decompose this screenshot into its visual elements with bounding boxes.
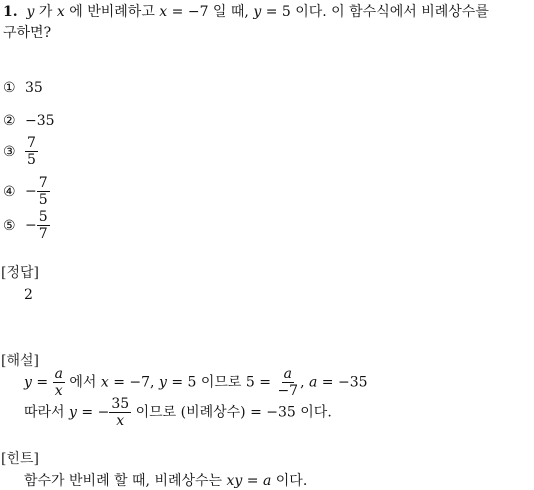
- choice-text: −35: [25, 113, 55, 129]
- math-var-y: y: [26, 4, 35, 20]
- fraction: [25, 136, 38, 167]
- fraction-denominator: x: [54, 383, 63, 399]
- choice-mark: ⑤: [3, 217, 16, 234]
- fraction-numerator: a: [283, 366, 292, 382]
- fraction-denominator: x: [116, 413, 125, 429]
- math-text: = −: [76, 404, 110, 421]
- choice-mark: ③: [3, 143, 16, 160]
- math-var-a: a: [308, 374, 318, 391]
- explanation-line-1: [24, 367, 368, 398]
- fraction-denominator: −7: [277, 383, 299, 399]
- math-var-xy: xy: [226, 473, 243, 489]
- explanation-text: ,: [300, 374, 309, 391]
- minus-sign: −: [25, 217, 37, 234]
- choice-mark: ④: [3, 183, 16, 200]
- question-line-2: 구하면?: [3, 25, 52, 41]
- question-text: = −7 일 때,: [167, 4, 254, 20]
- question-text: 에 반비례하고: [64, 4, 160, 20]
- fraction-numerator: 35: [111, 396, 130, 412]
- math-var-y: y: [24, 374, 32, 391]
- question-text: = 5 이다. 이 함수식에서 비례상수를: [261, 4, 489, 20]
- math-var-y: y: [253, 4, 262, 20]
- math-var-x: x: [100, 374, 109, 391]
- math-text: =: [242, 473, 263, 489]
- fraction-numerator: 7: [38, 175, 48, 191]
- explanation-text: = −35: [317, 374, 368, 391]
- explanation-text: 에서: [64, 374, 101, 391]
- math-var-y: y: [158, 374, 167, 391]
- choice-4[interactable]: [3, 176, 50, 207]
- fraction-denominator: 5: [38, 192, 48, 208]
- choice-5[interactable]: [3, 210, 50, 241]
- question-line-1: [3, 1, 489, 21]
- math-var-a: a: [262, 473, 272, 489]
- question-text: 가: [34, 4, 57, 20]
- choice-2[interactable]: [3, 113, 55, 129]
- fraction-denominator: 7: [38, 226, 48, 242]
- answer-label: [정답]: [1, 265, 39, 281]
- fraction-denominator: 5: [27, 152, 36, 168]
- minus-sign: −: [25, 183, 37, 200]
- hint-text: 함수가 반비례 할 때, 비례상수는: [24, 473, 227, 489]
- choice-mark: ②: [3, 113, 16, 129]
- choice-3[interactable]: [3, 136, 38, 167]
- fraction-numerator: 7: [27, 135, 36, 151]
- hint-label: [힌트]: [1, 451, 39, 467]
- math-var-x: x: [56, 4, 65, 20]
- hint-text: 이다.: [271, 473, 308, 489]
- fraction: [275, 367, 300, 398]
- explanation-text: 이므로 (비례상수) = −35 이다.: [131, 404, 332, 421]
- fraction-numerator: a: [54, 366, 63, 382]
- choice-1[interactable]: [3, 80, 43, 96]
- hint-line: [24, 470, 307, 490]
- fraction: [53, 367, 65, 398]
- explanation-text: = 5 이므로 5 =: [166, 374, 276, 391]
- explanation-text: 따라서: [24, 404, 70, 421]
- choice-mark: ①: [3, 80, 16, 96]
- math-var-x: x: [159, 4, 168, 20]
- explanation-line-2: [24, 397, 332, 428]
- choice-text: 35: [25, 80, 43, 96]
- math-text: =: [31, 374, 53, 391]
- fraction: [109, 397, 131, 428]
- explanation-label: [해설]: [1, 353, 39, 369]
- fraction: [37, 210, 50, 241]
- question-number: 1.: [3, 4, 18, 20]
- fraction-numerator: 5: [38, 209, 48, 225]
- explanation-text: = −7,: [108, 374, 159, 391]
- fraction: [37, 176, 50, 207]
- answer-value: 2: [24, 287, 33, 303]
- math-var-y: y: [69, 404, 77, 421]
